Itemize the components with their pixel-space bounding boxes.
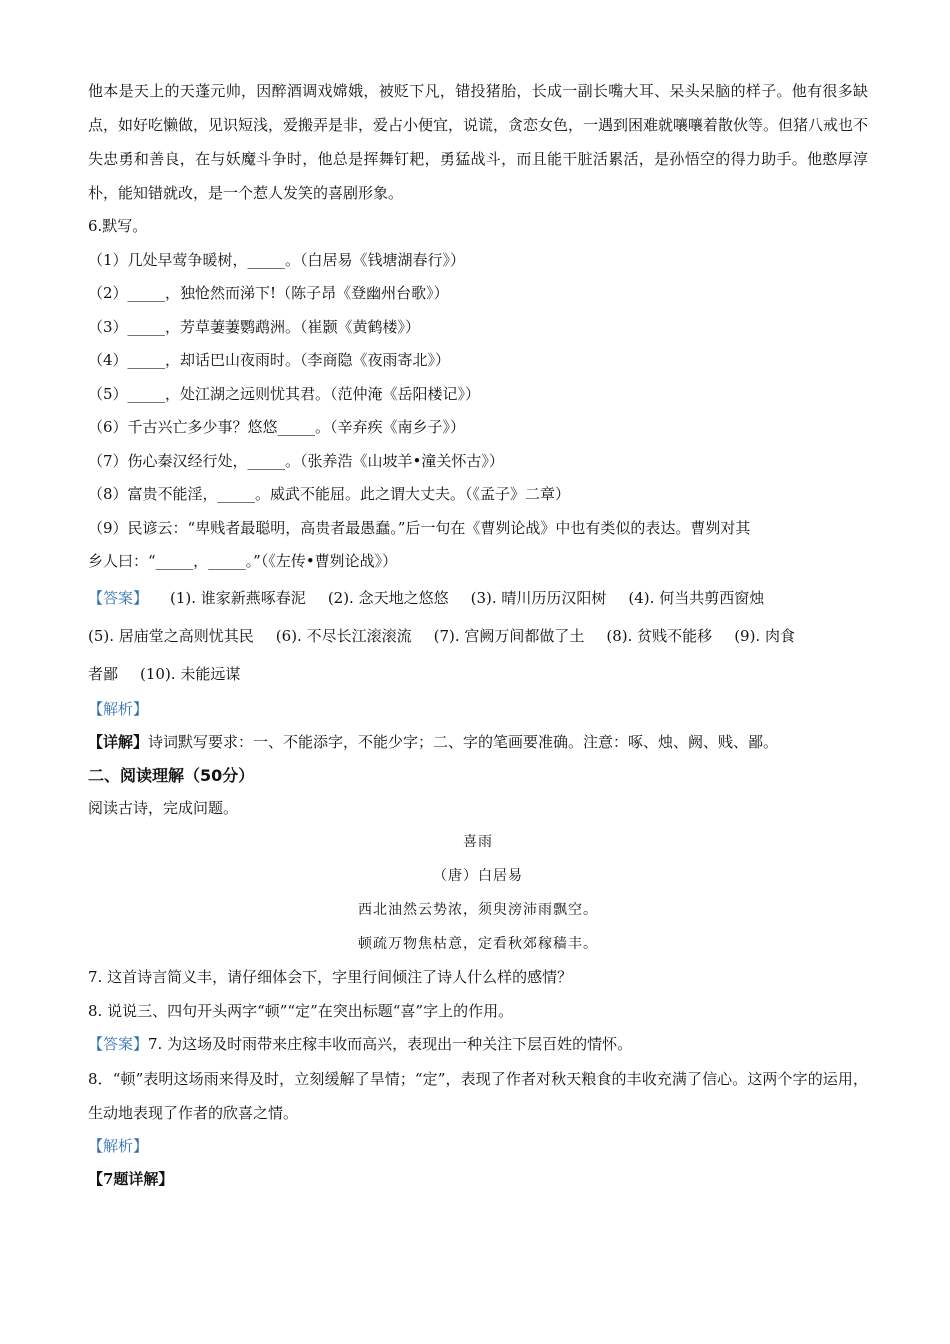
answer-8-text: 8．“顿”表明这场雨来得及时，立刻缓解了旱情；“定”，表现了作者对秋天粮食的丰收充满了信心。这两个字的运用，生动地表现了作者的欣喜之情。 — [88, 1069, 868, 1122]
answer-item-6: (6). 不尽长江滚滚流 — [275, 626, 412, 645]
answer-row-2 — [88, 617, 868, 655]
answer-tag: 【答案】 — [88, 1035, 149, 1053]
section-2-instruction: 阅读古诗，完成问题。 — [88, 798, 239, 817]
question-6-item-5: （5）_____，处江湖之远则忧其君。（范仲淹《岳阳楼记》） — [88, 384, 481, 403]
answer-item-3: (3). 晴川历历汉阳树 — [470, 588, 607, 607]
answer-tag: 【答案】 — [88, 588, 149, 607]
question-6-item-9-line-2: 乡人曰：“_____，_____。”（《左传•曹刿论战》） — [88, 552, 398, 570]
question-6-answer — [88, 579, 868, 693]
document-page — [88, 74, 868, 1197]
question-7-8-analysis-tag — [88, 1130, 868, 1164]
question-6-item-1: （1）几处早莺争暖树，_____。（白居易《钱塘湖春行》） — [88, 250, 466, 269]
analysis-tag: 【解析】 — [88, 699, 149, 718]
answer-item-7: (7). 宫阙万间都做了土 — [433, 626, 585, 645]
answer-row-3 — [88, 655, 868, 693]
question-6-item-8: （8）富贵不能淫，_____。威武不能屈。此之谓大丈夫。（《孟子》二章） — [88, 485, 571, 503]
question-7-detail-tag — [88, 1163, 868, 1197]
answer-item-4: (4). 何当共剪西窗烛 — [628, 588, 765, 607]
question-7-8-answer — [88, 1028, 868, 1062]
section-2-title: 二、阅读理解（50分） — [88, 765, 255, 785]
poem-line-1: 西北油然云势浓，须臾滂沛雨飘空。 — [358, 902, 598, 918]
question-6-item-2: （2）_____，独怆然而涕下!（陈子昂《登幽州台歌》） — [88, 284, 449, 302]
detail-tag: 【详解】 — [88, 733, 149, 751]
question-6-item-6: （6）千古兴亡多少事？悠悠_____。（辛弃疾《南乡子》） — [88, 418, 466, 436]
poem-title: 喜雨 — [463, 834, 493, 850]
detail-text: 诗词默写要求：一、不能添字，不能少字；二、字的笔画要准确。注意：啄、烛、阙、贱、鄙。 — [148, 733, 779, 751]
detail-tag: 【7题详解】 — [88, 1170, 174, 1188]
question-8: 8. 说说三、四句开头两字“顿”“定”在突出标题“喜”字上的作用。 — [88, 1001, 514, 1020]
answer-item-1: (1). 谁家新燕啄春泥 — [170, 588, 306, 607]
intro-paragraph: 他本是天上的天蓬元帅，因醉酒调戏嫦娥，被贬下凡，错投猪胎，长成一副长嘴大耳、呆头呆脑的样子。他有很多缺点，如好吃懒做，见识短浅，爱搬弄是非，爱占小便宜，说谎，贪恋女色，一遇到困难就嚷嚷着散伙等。但猪八戒也不失忠勇和善良，在与妖魔斗争时，他总是挥舞钉耙，勇猛战斗，而且能干脏活累活，是孙悟空的得力助手。他憨厚淳朴，能知错就改，是一个惹人发笑的喜剧形象。 — [88, 82, 869, 202]
poem — [88, 825, 868, 961]
poem-line-2: 顿疏万物焦枯意，定看秋郊稼穑丰。 — [358, 936, 598, 952]
question-6-detail — [88, 726, 868, 760]
answer-row-1 — [88, 579, 868, 617]
question-6-item-9-line-1: （9）民谚云：“卑贱者最聪明，高贵者最愚蠢。”后一句在《曹刿论战》中也有类似的表达。曹刿对其 — [88, 518, 751, 537]
poem-author: （唐）白居易 — [433, 868, 523, 884]
answer-item-8: (8). 贫贱不能移 — [606, 626, 713, 645]
question-6-item-4: （4）_____，却话巴山夜雨时。（李商隐《夜雨寄北》） — [88, 351, 451, 369]
answer-item-9-cont: 者鄙 — [88, 664, 119, 683]
analysis-tag: 【解析】 — [88, 1136, 149, 1155]
answer-item-9: (9). 肉食 — [734, 626, 795, 645]
answer-item-10: (10). 未能远谋 — [140, 664, 241, 683]
answer-item-5: (5). 居庙堂之高则忧其民 — [88, 626, 254, 645]
question-6-analysis-tag — [88, 693, 868, 727]
question-6-item-3: （3）_____，芳草萋萋鹦鹉洲。（崔颢《黄鹤楼》） — [88, 317, 421, 336]
question-6-title: 6.默写。 — [88, 217, 148, 235]
answer-7-text: 7. 为这场及时雨带来庄稼丰收而高兴，表现出一种关注下层百姓的情怀。 — [148, 1035, 633, 1053]
answer-item-2: (2). 念天地之悠悠 — [327, 588, 449, 607]
question-7: 7. 这首诗言简义丰，请仔细体会下，字里行间倾注了诗人什么样的感情？ — [88, 968, 573, 986]
question-6-item-7: （7）伤心秦汉经行处，_____。（张养浩《山坡羊•潼关怀古》） — [88, 451, 504, 470]
